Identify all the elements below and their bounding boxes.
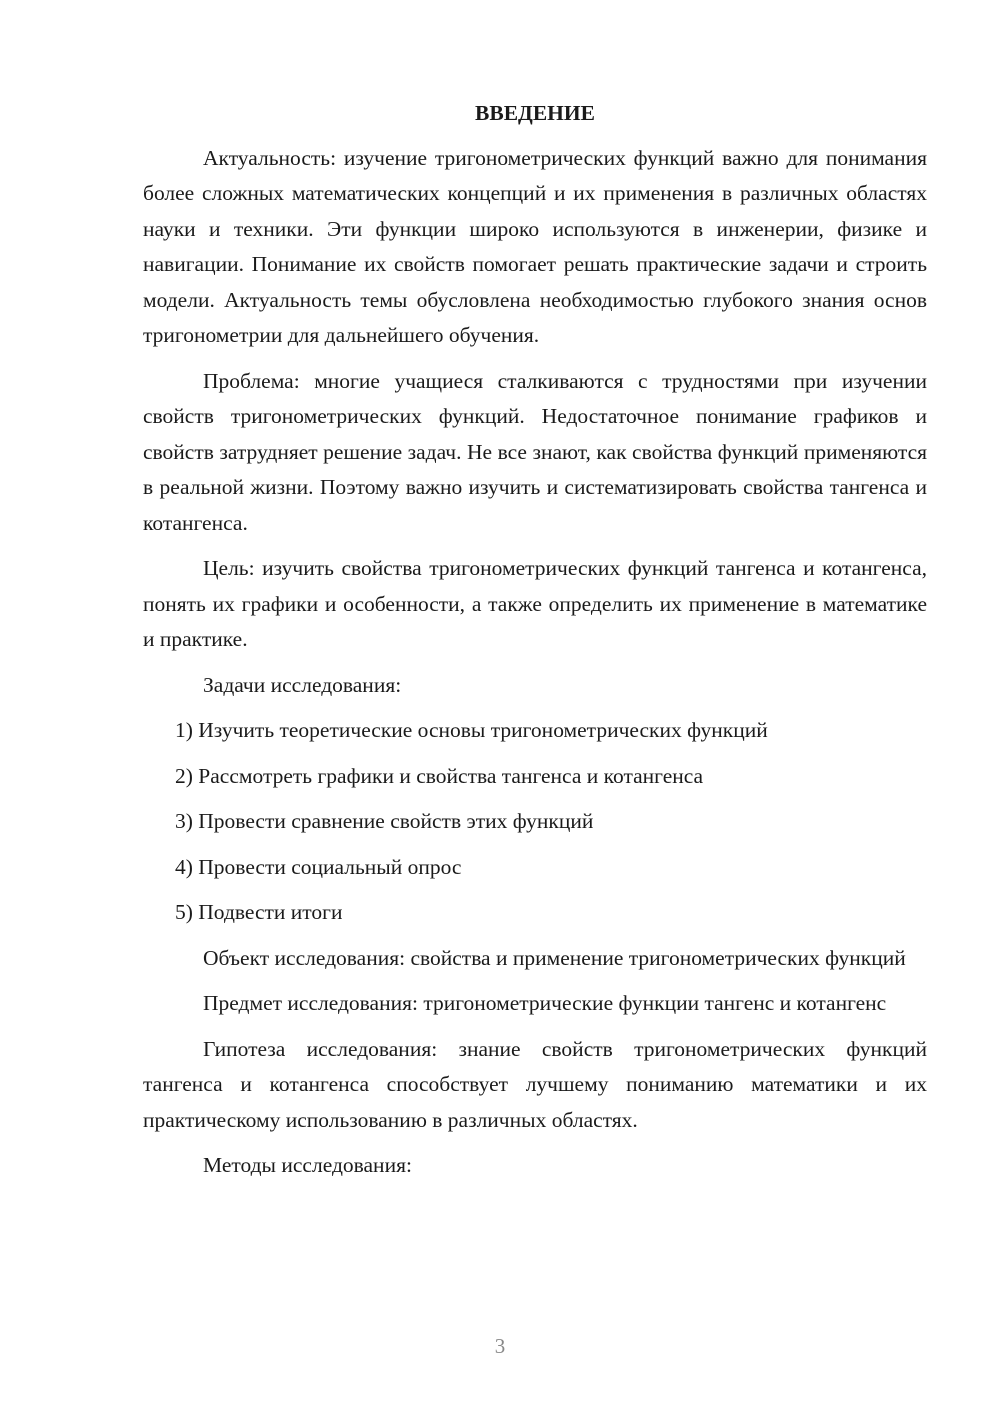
object-paragraph: Объект исследования: свойства и применение тригонометрических функций (203, 945, 906, 970)
subject-paragraph: Предмет исследования: тригонометрические функции тангенс и котангенс (203, 991, 887, 1015)
list-item: 5) Подвести итоги (175, 900, 343, 924)
methods-heading: Методы исследования: (203, 1153, 412, 1177)
section-title: ВВЕДЕНИЕ (475, 101, 595, 125)
hypothesis-paragraph: Гипотеза исследования: знание свойств тригонометрических функций тангенса и котангенса способствует лучшему пониманию математики и их практическому использованию в различных областях. (143, 1036, 927, 1132)
list-item: 3) Провести сравнение свойств этих функций (175, 809, 594, 833)
document-page (143, 96, 927, 1194)
list-item: 2) Рассмотреть графики и свойства тангенса и котангенса (175, 763, 704, 788)
list-item: 4) Провести социальный опрос (175, 854, 462, 879)
goal-paragraph: Цель: изучить свойства тригонометрических функций тангенса и котангенса, понять их графики и особенности, а также определить их применение в математике и практике. (143, 556, 927, 651)
tasks-list (143, 713, 927, 931)
relevance-paragraph: Актуальность: изучение тригонометрических функций важно для понимания более сложных математических концепций и их применения в различных областях науки и техники. Эти функции широко используются в инженерии, физике и навигации. Понимание их свойств помогает решать практические задачи и строить модели. Актуальность темы обусловлена необходимостью глубокого знания основ тригонометрии для дальнейшего обучения. (143, 145, 927, 347)
page-number: 3 (494, 1334, 506, 1358)
problem-paragraph: Проблема: многие учащиеся сталкиваются с трудностями при изучении свойств тригонометрических функций. Недостаточное понимание графиков и свойств затрудняет решение задач. Не все знают, как свойства функций применяются в реальной жизни. Поэтому важно изучить и систематизировать свойства тангенса и котангенса. (143, 368, 927, 535)
tasks-heading: Задачи исследования: (203, 672, 402, 697)
list-item: 1) Изучить теоретические основы тригонометрических функций (175, 718, 768, 742)
